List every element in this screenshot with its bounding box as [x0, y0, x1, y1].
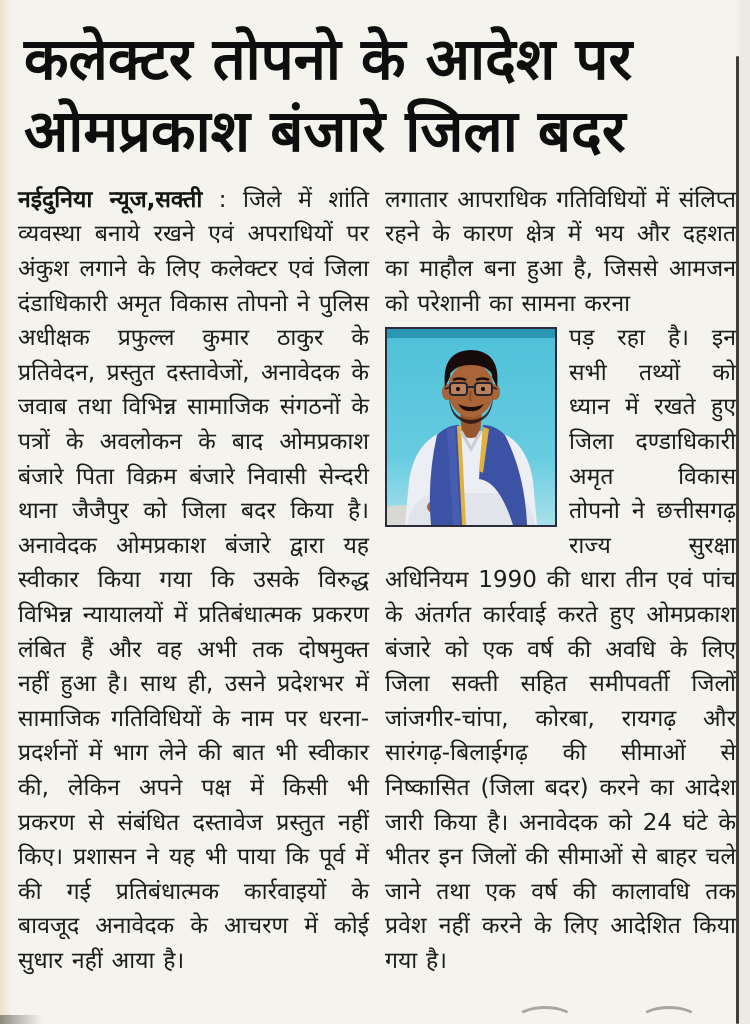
headline-line-2: ओमप्रकाश बंजारे जिला बदर: [24, 96, 626, 165]
scan-right-margin: [739, 0, 750, 1024]
dateline: नईदुनिया न्यूज,सक्ती: [18, 186, 203, 213]
photo-and-text-wrap: [385, 321, 736, 978]
left-column-paragraph: [18, 183, 369, 979]
scan-bottom-smudge: [0, 1015, 42, 1024]
right-column-paragraph-1: लगातार आपराधिक गतिविधियों में संलिप्त रहने के कारण क्षेत्र में भय और दहशत का माहौल बना हुआ है, जिससे आमजन को परेशानी का सामना करना: [385, 186, 736, 317]
column-rule-right-edge: [736, 56, 739, 1024]
right-column-paragraph-2: पड़ रहा है। इन सभी तथ्यों को ध्यान में रखते हुए जिला दण्डाधिकारी अमृत विकास तोपनो ने छत्तीसगढ़ राज्य सुरक्षा अधिनियम 1990 की धारा तीन एवं पांच के अंतर्गत कार्रवाई करते हुए ओमप्रकाश बंजारे को एक वर्ष की अवधि के लिए जिला सक्ती सहित समीपवर्ती जिलों जांजगीर-चांपा, कोरबा, रायगढ़ और सारंगढ़-बिलाईगढ़ की सीमाओं से निष्कासित (जिला बदर) करने का आदेश जारी किया है। अनावेदक को 24 घंटे के भीतर इन जिलों की सीमाओं से बाहर चले जाने तथा एक वर्ष की कालावधि तक प्रवेश नहीं करने के लिए आदेशित किया गया है।: [385, 325, 736, 974]
article-body: [0, 168, 750, 979]
left-column-text: जिले में शांति व्यवस्था बनाये रखने एवं अपराधियों पर अंकुश लगाने के लिए कलेक्टर एवं जिला दंडाधिकारी अमृत विकास तोपनो ने पुलिस अधीक्षक प्रफुल्ल कुमार ठाकुर के प्रतिवेदन, प्रस्तुत दस्तावेजों, अनावेदक के जवाब तथा विभिन्न सामाजिक संगठनों के पत्रों के अवलोकन के बाद ओमप्रकाश बंजारे पिता विक्रम बंजारे निवासी सेन्दरी थाना जैजैपुर को जिला बदर किया है। अनावेदक ओमप्रकाश बंजारे द्वारा यह स्वीकार किया गया कि उसके विरुद्ध विभिन्न न्यायालयों में प्रतिबंधात्मक प्रकरण लंबित हैं और वह अभी तक दोषमुक्त नहीं हुआ है। साथ ही, उसने प्रदेशभर में सामाजिक गतिविधियों के नाम पर धरना-प्रदर्शनों में भाग लेने की बात भी स्वीकार की, लेकिन अपने पक्ष में किसी भी प्रकरण से संबंधित दस्तावेज प्रस्तुत नहीं किए। प्रशासन ने यह भी पाया कि पूर्व में की गई प्रतिबंधात्मक कार्रवाइयों के बावजूद अनावेदक के आचरण में कोई सुधार नहीं आया है।: [18, 186, 369, 974]
headline-line-1: कलेक्टर तोपनो के आदेश पर: [24, 25, 633, 93]
right-column: [385, 183, 736, 979]
scan-artifact-arc: [516, 1006, 574, 1024]
dateline-separator: :: [202, 186, 244, 213]
article-headline: [0, 0, 750, 168]
scan-artifact-arc: [640, 1006, 698, 1024]
left-column: [18, 183, 369, 979]
portrait-photo: [385, 327, 557, 527]
portrait-photo-illustration: [387, 329, 555, 525]
